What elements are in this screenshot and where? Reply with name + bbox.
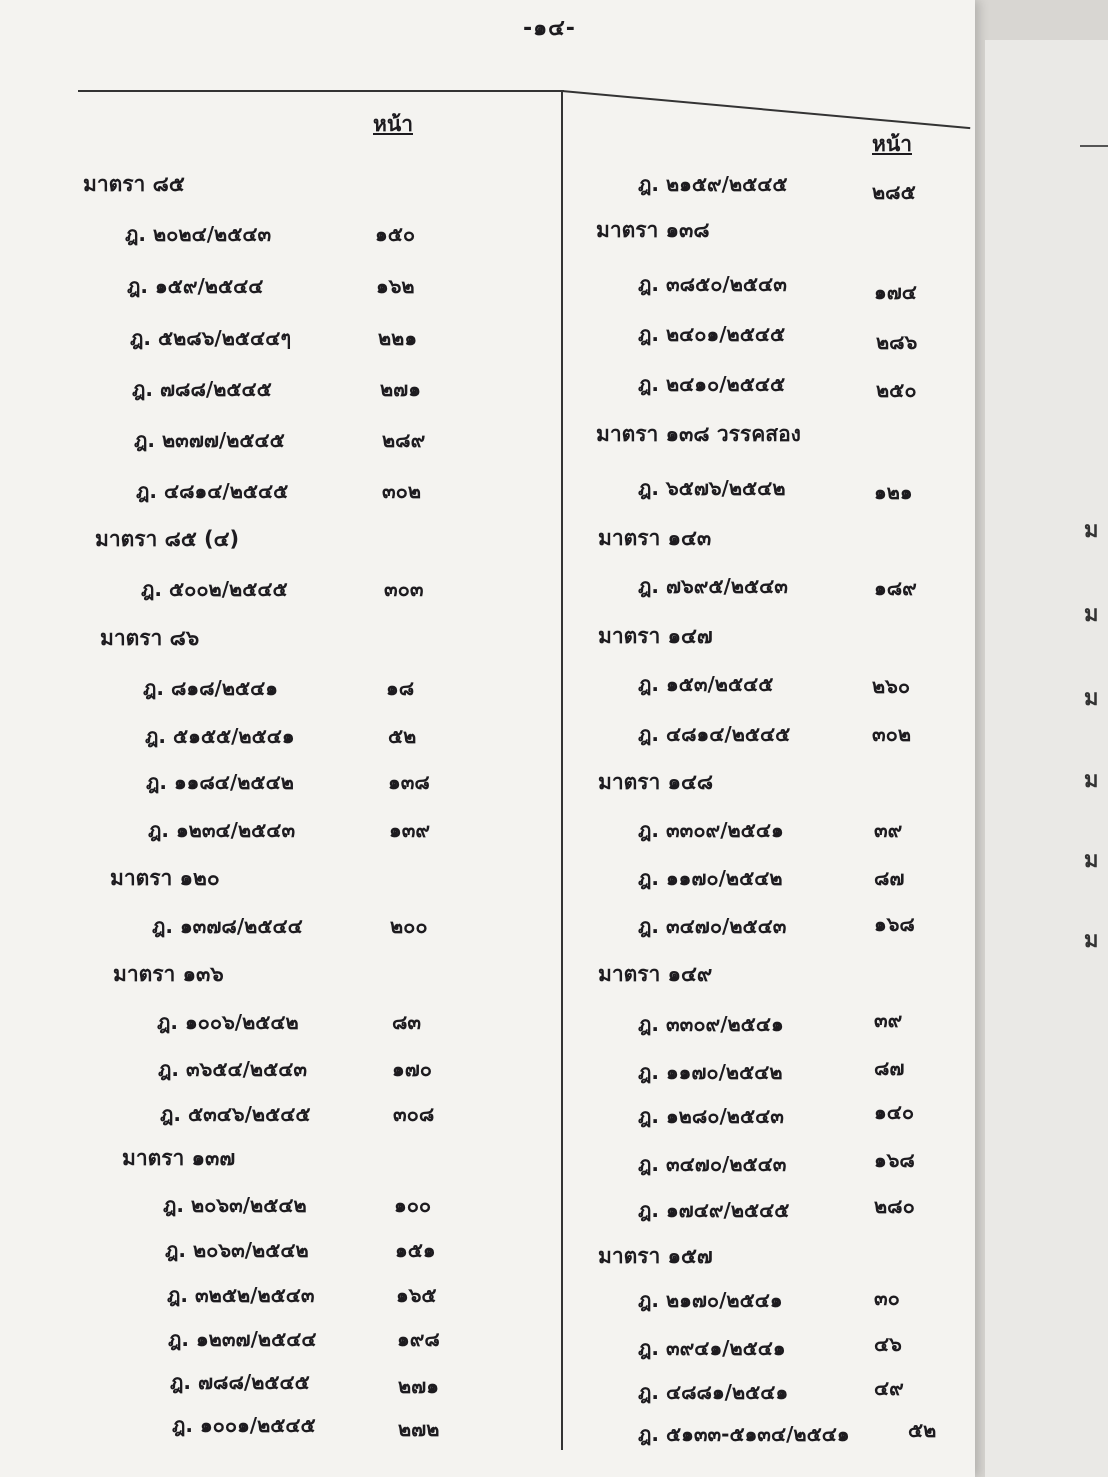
case-ref: ฎ. ๒๑๕๙/๒๕๔๕	[638, 172, 788, 196]
case-ref: ฎ. ๗๖๙๕/๒๕๔๓	[638, 574, 788, 598]
right-page-header: หน้า	[872, 132, 912, 156]
case-ref: ฎ. ๑๑๗๐/๒๕๔๒	[638, 1060, 783, 1084]
page-ref: ๒๕๐	[876, 378, 917, 402]
page-ref: ๑๗๐	[392, 1057, 432, 1081]
page-ref: ๒๗๑	[398, 1374, 439, 1398]
case-ref: ฎ. ๕๒๘๖/๒๕๔๔ๆ	[130, 326, 292, 350]
adjacent-page-mark: ม	[1084, 928, 1099, 953]
case-ref: ฎ. ๒๑๗๐/๒๕๔๑	[638, 1288, 783, 1312]
adjacent-page-mark: ม	[1084, 602, 1099, 627]
page-ref: ๕๒	[908, 1418, 937, 1442]
section-title: มาตรา ๑๓๗	[122, 1146, 236, 1170]
page-ref: ๓๐๓	[384, 577, 424, 601]
page-ref: ๓๐๒	[872, 722, 912, 746]
page-ref: ๓๙	[874, 818, 903, 842]
case-ref: ฎ. ๓๙๔๑/๒๕๔๑	[638, 1336, 786, 1360]
page-ref: ๑๕๑	[395, 1238, 436, 1262]
case-ref: ฎ. ๓๔๗๐/๒๕๔๓	[638, 1152, 787, 1176]
case-ref: ฎ. ๒๐๒๔/๒๕๔๓	[125, 222, 272, 246]
section-title: มาตรา ๑๔๗	[598, 624, 713, 648]
page-ref: ๑๘๙	[874, 576, 917, 600]
case-ref: ฎ. ๔๘๘๑/๒๕๔๑	[638, 1380, 789, 1404]
section-title: มาตรา ๑๕๗	[598, 1244, 713, 1268]
page-ref: ๔๙	[874, 1376, 904, 1400]
section-title: มาตรา ๑๔๓	[598, 526, 712, 550]
page-ref: ๒๖๐	[872, 674, 911, 698]
page-ref: ๑๙๘	[397, 1327, 440, 1351]
page-ref: ๒๗๑	[380, 377, 421, 401]
section-title: มาตรา ๘๖	[100, 626, 200, 650]
section-title: มาตรา ๑๓๘	[596, 218, 710, 242]
case-ref: ฎ. ๑๕๓/๒๕๔๕	[638, 672, 774, 696]
case-ref: ฎ. ๑๐๐๑/๒๕๔๕	[172, 1413, 316, 1437]
case-ref: ฎ. ๑๒๓๗/๒๕๔๔	[168, 1327, 317, 1351]
section-title: มาตรา ๘๕ (๔)	[95, 527, 240, 551]
page-ref: ๑๗๔	[874, 280, 917, 304]
page-ref: ๒๘๕	[872, 180, 916, 204]
page-ref: ๑๕๐	[375, 222, 416, 246]
case-ref: ฎ. ๕๐๐๒/๒๕๔๕	[141, 577, 288, 601]
page-ref: ๑๖๕	[396, 1283, 437, 1307]
adjacent-page-mark: ม	[1084, 768, 1099, 793]
page-ref: ๑๔๐	[874, 1100, 915, 1124]
case-ref: ฎ. ๗๘๘/๒๕๔๕	[132, 377, 272, 401]
adjacent-page-rule	[1080, 145, 1108, 147]
section-title: มาตรา ๑๔๘	[598, 770, 714, 794]
section-title: มาตรา ๑๓๖	[113, 962, 224, 986]
case-ref: ฎ. ๑๒๘๐/๒๕๔๓	[638, 1104, 784, 1128]
case-ref: ฎ. ๓๒๕๒/๒๕๔๓	[167, 1283, 315, 1307]
case-ref: ฎ. ๑๑๗๐/๒๕๔๒	[638, 866, 783, 890]
case-ref: ฎ. ๒๐๖๓/๒๕๔๒	[163, 1193, 307, 1217]
top-rule-right	[562, 90, 970, 129]
case-ref: ฎ. ๓๘๕๐/๒๕๔๓	[638, 272, 787, 296]
section-title: มาตรา ๑๒๐	[110, 866, 220, 890]
case-ref: ฎ. ๕๓๔๖/๒๕๔๕	[160, 1102, 311, 1126]
adjacent-page	[985, 40, 1108, 1477]
page-ref: ๓๐๒	[382, 479, 422, 503]
page-ref: ๓๐	[874, 1286, 900, 1310]
adjacent-page-mark: ม	[1084, 848, 1099, 873]
case-ref: ฎ. ๔๘๑๔/๒๕๔๕	[638, 722, 791, 746]
column-divider	[561, 90, 563, 1450]
page-ref: ๑๐๐	[394, 1193, 432, 1217]
page-ref: ๓๐๘	[393, 1102, 435, 1126]
case-ref: ฎ. ๒๓๗๗/๒๕๔๕	[134, 428, 285, 452]
case-ref: ฎ. ๘๑๘/๒๕๔๑	[143, 676, 278, 700]
page-ref: ๒๘๖	[876, 330, 918, 354]
page-ref: ๑๖๘	[874, 912, 915, 936]
case-ref: ฎ. ๔๘๑๔/๒๕๔๕	[136, 479, 289, 503]
case-ref: ฎ. ๕๑๓๓-๕๑๓๔/๒๕๔๑	[638, 1422, 850, 1446]
case-ref: ฎ. ๖๕๗๖/๒๕๔๒	[638, 476, 786, 500]
page-ref: ๒๗๒	[398, 1417, 440, 1441]
page-ref: ๒๒๑	[378, 326, 418, 350]
page-ref: ๕๒	[388, 724, 417, 748]
case-ref: ฎ. ๒๐๖๓/๒๕๔๒	[165, 1238, 309, 1262]
case-ref: ฎ. ๒๔๑๐/๒๕๔๕	[638, 372, 786, 396]
page-number: -๑๔-	[523, 16, 576, 41]
adjacent-page-mark: ม	[1084, 686, 1099, 711]
page-ref: ๑๖๒	[376, 274, 415, 298]
case-ref: ฎ. ๕๑๕๕/๒๕๔๑	[145, 724, 295, 748]
page-ref: ๒๘๐	[874, 1194, 915, 1218]
page-ref: ๑๖๘	[874, 1148, 915, 1172]
case-ref: ฎ. ๑๑๘๔/๒๕๔๒	[146, 770, 294, 794]
case-ref: ฎ. ๗๘๘/๒๕๔๕	[170, 1370, 310, 1394]
case-ref: ฎ. ๓๓๐๙/๒๕๔๑	[638, 818, 784, 842]
page-ref: ๑๘	[386, 676, 415, 700]
page-ref: ๔๖	[874, 1332, 902, 1356]
case-ref: ฎ. ๑๗๔๙/๒๕๔๕	[638, 1198, 790, 1222]
top-rule-left	[78, 90, 564, 92]
page-ref: ๘๓	[392, 1010, 422, 1034]
case-ref: ฎ. ๑๐๐๖/๒๕๔๒	[157, 1010, 299, 1034]
case-ref: ฎ. ๑๓๗๘/๒๕๔๔	[152, 914, 303, 938]
section-title: มาตรา ๑๓๘ วรรคสอง	[596, 422, 801, 446]
page-ref: ๒๘๙	[382, 428, 426, 452]
page-ref: ๘๗	[874, 866, 905, 890]
page-ref: ๑๓๙	[389, 818, 431, 842]
adjacent-page-mark: ม	[1084, 518, 1099, 543]
section-title: มาตรา ๘๕	[83, 172, 185, 196]
page-ref: ๒๐๐	[390, 914, 428, 938]
page-ref: ๘๗	[874, 1056, 905, 1080]
section-title: มาตรา ๑๔๙	[598, 962, 713, 986]
case-ref: ฎ. ๓๓๐๙/๒๕๔๑	[638, 1012, 784, 1036]
page-ref: ๑๒๑	[874, 480, 913, 504]
case-ref: ฎ. ๒๔๐๑/๒๕๔๕	[638, 322, 786, 346]
page-ref: ๓๙	[874, 1008, 903, 1032]
case-ref: ฎ. ๓๔๗๐/๒๕๔๓	[638, 914, 787, 938]
case-ref: ฎ. ๑๒๓๔/๒๕๔๓	[148, 818, 296, 842]
page-ref: ๑๓๘	[388, 770, 430, 794]
case-ref: ฎ. ๓๖๕๔/๒๕๔๓	[158, 1057, 308, 1081]
left-page-header: หน้า	[373, 112, 413, 136]
case-ref: ฎ. ๑๕๙/๒๕๔๔	[127, 274, 264, 298]
